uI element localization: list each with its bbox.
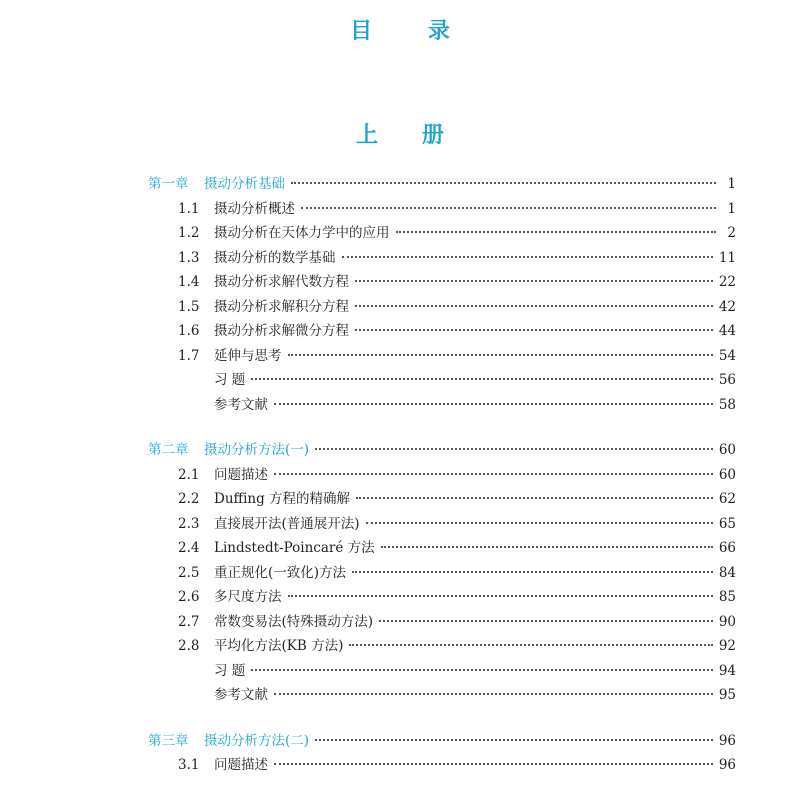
section-entry[interactable]	[148, 659, 736, 684]
entry-title: 平均化方法(KB 方法)	[214, 638, 344, 654]
entry-page-number: 92	[718, 638, 736, 654]
section-entry[interactable]	[148, 634, 736, 659]
entry-page-number: 96	[718, 757, 736, 773]
entry-page-number: 1	[727, 176, 736, 192]
entry-page-number: 60	[718, 466, 736, 483]
dot-leader	[356, 497, 713, 499]
entry-page-number: 42	[718, 298, 736, 315]
section-entry[interactable]	[148, 463, 736, 488]
entry-page-number: 66	[718, 540, 736, 556]
dot-leader	[288, 354, 713, 356]
entry-page-number: 94	[718, 662, 736, 679]
entry-title: 摄动分析基础	[204, 176, 285, 192]
entry-number: 1.2	[178, 225, 200, 241]
entry-number: 2.2	[178, 491, 200, 507]
dot-leader	[342, 256, 713, 258]
entry-number: 1.4	[178, 274, 200, 290]
entry-number: 2.3	[178, 515, 200, 532]
entry-number: 1.7	[178, 347, 200, 364]
dot-leader	[396, 231, 717, 233]
entry-number: 2.8	[178, 638, 200, 654]
chapter-entry[interactable]	[148, 172, 736, 197]
dot-leader	[315, 448, 713, 450]
entry-number: 第三章	[148, 732, 189, 749]
entry-page-number: 22	[718, 274, 736, 290]
entry-title: Duffing 方程的精确解	[214, 491, 351, 507]
entry-number: 第二章	[148, 442, 189, 458]
entry-title: 摄动分析在天体力学中的应用	[214, 225, 390, 241]
section-entry[interactable]	[148, 536, 736, 561]
dot-leader	[355, 305, 713, 307]
section-entry[interactable]	[148, 585, 736, 610]
entry-page-number: 62	[718, 491, 736, 507]
dot-leader	[301, 207, 716, 209]
entry-title: 重正规化(一致化)方法	[214, 564, 347, 581]
dot-leader	[274, 403, 713, 405]
section-entry[interactable]	[148, 753, 736, 778]
entry-page-number: 85	[718, 589, 736, 605]
entry-page-number: 54	[718, 347, 736, 364]
chapter-block	[148, 172, 736, 417]
dot-leader	[352, 571, 713, 573]
entry-number: 2.6	[178, 589, 200, 605]
dot-leader	[355, 280, 713, 282]
dot-leader	[315, 739, 713, 741]
chapter-block	[148, 438, 736, 708]
entry-number: 1.1	[178, 200, 200, 217]
dot-leader	[274, 763, 713, 765]
entry-page-number: 11	[718, 249, 736, 266]
entry-title: 直接展开法(普通展开法)	[214, 515, 360, 532]
dot-leader	[379, 620, 713, 622]
section-entry[interactable]	[148, 368, 736, 393]
entry-page-number: 84	[718, 564, 736, 581]
dot-leader	[366, 522, 713, 524]
entry-title: 延伸与思考	[214, 347, 282, 364]
entry-title: 问题描述	[214, 757, 268, 773]
entry-number: 1.3	[178, 249, 200, 266]
section-entry[interactable]	[148, 393, 736, 418]
entry-page-number: 65	[718, 515, 736, 532]
section-entry[interactable]	[148, 487, 736, 512]
entry-number: 2.5	[178, 564, 200, 581]
chapter-block	[148, 729, 736, 778]
section-entry[interactable]	[148, 512, 736, 537]
entry-number: 1.5	[178, 298, 200, 315]
entry-number: 2.4	[178, 540, 200, 556]
dot-leader	[274, 473, 713, 475]
entry-title: 习 题	[214, 662, 246, 679]
entry-page-number: 2	[727, 225, 736, 241]
entry-title: 常数变易法(特殊摄动方法)	[214, 613, 374, 630]
entry-page-number: 1	[727, 200, 736, 217]
entry-title: 摄动分析求解积分方程	[214, 298, 349, 315]
entry-number: 2.7	[178, 613, 200, 630]
entry-page-number: 60	[718, 442, 736, 458]
entry-page-number: 96	[718, 732, 736, 749]
dot-leader	[251, 669, 713, 671]
dot-leader	[355, 329, 713, 331]
table-of-contents	[148, 172, 736, 799]
entry-page-number: 90	[718, 613, 736, 630]
entry-page-number: 95	[718, 687, 736, 703]
entry-number: 3.1	[178, 757, 200, 773]
entry-title: 摄动分析方法(一)	[204, 442, 310, 458]
entry-title: 参考文献	[214, 396, 268, 413]
entry-title: 摄动分析概述	[214, 200, 295, 217]
entry-title: 问题描述	[214, 466, 268, 483]
dot-leader	[251, 378, 713, 380]
dot-leader	[291, 182, 716, 184]
entry-number: 第一章	[148, 176, 189, 192]
section-entry[interactable]	[148, 246, 736, 271]
entry-title: 摄动分析求解代数方程	[214, 274, 349, 290]
dot-leader	[274, 693, 713, 695]
section-entry[interactable]	[148, 295, 736, 320]
entry-number: 1.6	[178, 323, 200, 339]
entry-number: 2.1	[178, 466, 200, 483]
section-entry[interactable]	[148, 610, 736, 635]
entry-title: 摄动分析方法(二)	[204, 732, 310, 749]
section-entry[interactable]	[148, 270, 736, 295]
entry-page-number: 56	[718, 372, 736, 388]
section-entry[interactable]	[148, 221, 736, 246]
section-entry[interactable]	[148, 197, 736, 222]
dot-leader	[288, 595, 713, 597]
entry-title: 摄动分析的数学基础	[214, 249, 336, 266]
chapter-entry[interactable]	[148, 729, 736, 754]
entry-page-number: 44	[718, 323, 736, 339]
dot-leader	[381, 546, 713, 548]
dot-leader	[349, 644, 712, 646]
entry-title: 习 题	[214, 372, 246, 388]
volume-title: 上 册	[356, 122, 462, 148]
chapter-entry[interactable]	[148, 438, 736, 463]
entry-title: 参考文献	[214, 687, 268, 703]
section-entry[interactable]	[148, 683, 736, 708]
entry-title: Lindstedt-Poincaré 方法	[214, 540, 375, 556]
page-title: 目 录	[350, 18, 474, 44]
section-entry[interactable]	[148, 319, 736, 344]
section-entry[interactable]	[148, 561, 736, 586]
entry-page-number: 58	[718, 396, 736, 413]
entry-title: 摄动分析求解微分方程	[214, 323, 349, 339]
entry-title: 多尺度方法	[214, 589, 282, 605]
section-entry[interactable]	[148, 344, 736, 369]
